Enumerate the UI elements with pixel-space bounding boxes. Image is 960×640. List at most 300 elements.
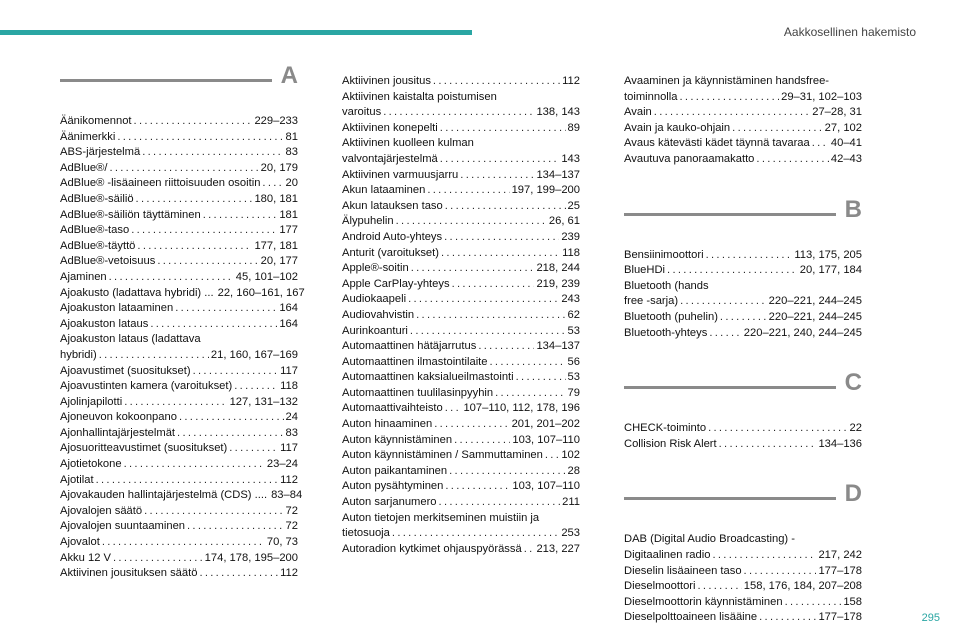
dot-leader (434, 417, 509, 433)
index-entry-pages: 118 (562, 246, 580, 259)
index-entry[interactable] (342, 214, 580, 230)
index-entry[interactable] (342, 121, 580, 137)
index-entry-row (342, 121, 580, 137)
section-letter: A (280, 62, 298, 89)
index-entry-term: Ajoakuston lataaminen (60, 302, 174, 315)
dot-leader (445, 401, 462, 417)
index-entry[interactable] (60, 192, 298, 208)
index-entry[interactable] (342, 183, 580, 199)
index-entry-term: Akun lataaminen (342, 184, 426, 197)
dot-leader (262, 176, 283, 192)
dot-leader (187, 519, 284, 535)
index-entry-row (60, 535, 298, 551)
dot-leader (706, 248, 793, 264)
index-entry-row (342, 261, 580, 277)
index-entry-pages: 53 (567, 371, 580, 384)
index-entry-row (342, 292, 580, 308)
index-entry[interactable] (342, 324, 580, 340)
index-entry-pages: 29–31, 102–103 (781, 90, 862, 103)
index-entry[interactable] (342, 246, 580, 262)
index-entry[interactable] (342, 542, 580, 558)
dot-leader (396, 214, 547, 230)
index-entry-pages: 134–137 (536, 340, 580, 353)
dot-leader (408, 292, 559, 308)
dot-leader (109, 270, 234, 286)
index-entry[interactable] (60, 270, 298, 286)
index-entry-term: hybridi) (60, 348, 97, 361)
index-entry[interactable] (60, 488, 303, 504)
index-entry[interactable] (60, 332, 298, 363)
index-entry-pages: 81 (285, 130, 298, 143)
dot-leader (460, 168, 534, 184)
index-entry-term: Auton sarjanumero (342, 496, 437, 509)
dot-leader (157, 254, 258, 270)
index-entry-row (342, 74, 580, 90)
index-entry[interactable] (342, 168, 580, 184)
index-entry[interactable] (60, 254, 298, 270)
section-header-a (60, 62, 298, 114)
index-entry[interactable] (60, 114, 298, 130)
index-entry-lead-line: DAB (Digital Audio Broadcasting) - (624, 533, 795, 546)
index-entry-pages: 112 (562, 75, 580, 87)
dot-leader (383, 105, 534, 121)
index-entry-row (60, 566, 298, 582)
dot-leader (452, 277, 535, 293)
index-entry[interactable] (60, 410, 298, 426)
index-entry-term: Ajovalojen säätö (60, 504, 143, 517)
index-entry-pages: 197, 199–200 (511, 184, 580, 197)
index-entry-lead-line: Bluetooth (hands (624, 279, 709, 292)
index-entry-row (342, 526, 580, 542)
dot-leader (136, 192, 253, 208)
index-entry-pages: 158, 176, 184, 207–208 (743, 580, 862, 593)
index-entry-term: Bluetooth-yhteys (624, 326, 708, 339)
index-entry-term: Ajoakusto (ladattava hybridi) ... (60, 286, 214, 299)
index-entry-term: Akun latauksen taso (342, 199, 443, 212)
index-entry[interactable] (60, 301, 298, 317)
index-entry-term: Aktiivinen jousituksen säätö (60, 567, 198, 580)
index-entry-term: Ajosuoritteavustimet (suositukset) (60, 442, 228, 455)
index-entry[interactable] (624, 74, 862, 105)
index-entry-term: Dieselin lisäaineen taso (624, 564, 742, 577)
index-entry-row (624, 326, 862, 342)
index-entry-pages: 27–28, 31 (812, 106, 862, 119)
index-entry[interactable] (60, 286, 305, 302)
index-entry[interactable] (342, 261, 580, 277)
dot-leader (433, 74, 560, 90)
index-entry[interactable] (624, 152, 862, 168)
index-entry-lead-line: Ajoakuston lataus (ladattava (60, 333, 201, 346)
index-entry-term: toiminnolla (624, 90, 678, 103)
dot-leader (179, 410, 284, 426)
index-entry-term: Automaattinen hätäjarrutus (342, 340, 477, 353)
dot-leader (680, 294, 767, 310)
dot-leader (444, 230, 559, 246)
index-entry-pages: 23–24 (266, 458, 298, 471)
index-entry-row (60, 441, 298, 457)
index-entry[interactable] (60, 426, 298, 442)
index-entry-pages: 134–136 (818, 437, 862, 450)
index-entry-term: valvontajärjestelmä (342, 152, 438, 165)
index-entry-term: AdBlue® -lisäaineen riittoisuuden osoitin (60, 177, 261, 190)
index-entry[interactable] (60, 504, 298, 520)
index-entry[interactable] (624, 121, 862, 137)
index-entry-row (342, 230, 580, 246)
index-entry-pages: 102 (561, 449, 580, 462)
index-entry-term: Ajovalot (60, 536, 100, 549)
index-entry-term: Aktiivinen konepelti (342, 121, 438, 134)
index-entry-pages: 180, 181 (254, 192, 298, 205)
index-entry-pages: 220–221, 240, 244–245 (743, 326, 862, 339)
index-entry-row (60, 473, 298, 489)
index-entry-term: Dieselpolttoaineen lisääine (624, 611, 758, 624)
index-entry[interactable] (342, 339, 580, 355)
index-entry-pages: 164 (279, 302, 298, 315)
index-entry[interactable] (60, 130, 298, 146)
index-entry-term: Auton hinaaminen (342, 418, 433, 431)
index-entry-row (60, 254, 298, 270)
index-entry[interactable] (342, 511, 580, 542)
index-entry-pages: 22 (849, 422, 862, 435)
index-entry-pages: 229–233 (254, 115, 298, 127)
section-rule (624, 497, 836, 500)
index-entry[interactable] (342, 136, 580, 167)
index-entry-term: CHECK-toiminto (624, 422, 707, 435)
index-entry-pages: 243 (561, 293, 580, 306)
index-entry[interactable] (60, 239, 298, 255)
index-entry-pages: 20, 177, 184 (799, 264, 862, 277)
index-entry-term: Auton käynnistäminen / Sammuttaminen (342, 449, 543, 462)
index-entry-pages: 143 (561, 152, 580, 165)
index-entry-pages: 211 (562, 496, 580, 509)
index-entry-term: Collision Risk Alert (624, 437, 717, 450)
index-entry-pages: 177, 181 (254, 239, 298, 252)
index-entry[interactable] (60, 441, 298, 457)
index-entry-term: Auton käynnistäminen (342, 433, 453, 446)
index-entry-term: free -sarja) (624, 295, 679, 308)
index-entry[interactable] (60, 395, 298, 411)
index-entry-pages: 27, 102 (824, 121, 862, 134)
index-entry[interactable] (342, 277, 580, 293)
index-entry[interactable] (342, 230, 580, 246)
index-entry[interactable] (342, 370, 580, 386)
dot-leader (234, 379, 278, 395)
index-entry-pages: 158 (843, 595, 862, 608)
dot-leader (812, 136, 829, 152)
dot-leader (117, 130, 283, 146)
index-entry-pages: 164 (279, 317, 298, 330)
index-entry[interactable] (342, 448, 580, 464)
index-entry[interactable] (342, 464, 580, 480)
header-accent-bar (0, 30, 472, 35)
index-entry-term: Dieselmoottorin käynnistäminen (624, 595, 783, 608)
index-entry-term: Aurinkoanturi (342, 324, 408, 337)
dot-leader (449, 464, 565, 480)
dot-leader (199, 566, 278, 582)
dot-leader (440, 121, 566, 137)
index-entry-term: Auton paikantaminen (342, 464, 448, 477)
index-entry-term: AdBlue®-vetoisuus (60, 255, 156, 268)
index-entry[interactable] (624, 279, 862, 310)
index-entry-row (342, 152, 580, 168)
index-entry-row (342, 464, 580, 480)
page-header-title: Aakkosellinen hakemisto (783, 25, 916, 39)
dot-leader (756, 152, 828, 168)
dot-leader (667, 263, 798, 279)
index-entry[interactable] (624, 610, 862, 626)
index-entry-term: Automaattinen ilmastointilaite (342, 355, 488, 368)
index-entry-row (342, 370, 580, 386)
index-entry-term: Apple CarPlay-yhteys (342, 277, 450, 290)
index-entry-row (624, 564, 862, 580)
index-entry-row (60, 395, 298, 411)
index-entry-pages: 103, 107–110 (512, 433, 580, 446)
index-entry[interactable] (60, 223, 298, 239)
index-entry-term: Avautuva panoraamakatto (624, 152, 755, 165)
index-entry[interactable] (624, 532, 862, 563)
dot-leader (785, 595, 842, 611)
index-entry[interactable] (624, 310, 862, 326)
index-entry-row (624, 121, 862, 137)
index-entry-term: Android Auto-yhteys (342, 230, 443, 243)
index-entry-lead-line: Avaaminen ja käynnistäminen handsfree- (624, 75, 830, 87)
section-header-b (624, 195, 862, 248)
index-entry-term: tietosuoja (342, 527, 390, 540)
index-entry[interactable] (60, 457, 298, 473)
dot-leader (654, 105, 810, 121)
dot-leader (410, 324, 566, 340)
index-entry[interactable] (60, 566, 298, 582)
index-entry-pages: 24 (285, 411, 298, 424)
dot-leader (516, 370, 566, 386)
index-entry-term: Avain (624, 106, 652, 119)
index-entry-pages: 83 (285, 146, 298, 159)
index-entry[interactable] (624, 437, 862, 453)
index-entry-row (342, 339, 580, 355)
index-entry-pages: 103, 107–110 (512, 480, 580, 493)
index-entry-pages: 83–84 (271, 489, 303, 502)
index-entry[interactable] (60, 379, 298, 395)
index-entry-row (342, 448, 580, 464)
index-entry[interactable] (60, 145, 298, 161)
index-entry[interactable] (624, 564, 862, 580)
index-entry[interactable] (342, 417, 580, 433)
index-entry-row (342, 355, 580, 371)
index-entry-term: AdBlue®-säiliö (60, 192, 134, 205)
index-entry-pages: 112 (280, 567, 298, 580)
index-entry-row (342, 433, 580, 449)
index-entry-term: Ajonhallintajärjestelmät (60, 426, 176, 439)
index-entry-term: ABS-järjestelmä (60, 146, 141, 159)
index-entry[interactable] (60, 535, 298, 551)
index-entry-row (342, 183, 580, 199)
index-entry-row (624, 548, 862, 564)
index-entry[interactable] (624, 326, 862, 342)
index-entry-row (624, 310, 862, 326)
dot-leader (490, 355, 566, 371)
index-entry-row (60, 161, 298, 177)
index-entry-pages: 201, 201–202 (511, 418, 580, 431)
index-entry-term: AdBlue®-taso (60, 224, 130, 237)
index-entry-pages: 117 (280, 442, 298, 455)
dot-leader (759, 610, 816, 626)
index-entry[interactable] (342, 386, 580, 402)
dot-leader (203, 208, 278, 224)
index-entry-term: Automaattinen kaksialueilmastointi (342, 371, 514, 384)
index-entry-pages: 118 (280, 380, 298, 393)
index-entry-pages: 112 (280, 473, 298, 486)
index-entry[interactable] (60, 161, 298, 177)
index-entry-term: Audiovahvistin (342, 308, 415, 321)
index-entry-term: Älypuhelin (342, 215, 394, 228)
index-entry-row (60, 488, 303, 504)
dot-leader (131, 223, 277, 239)
index-entry-pages: 20, 179 (260, 161, 298, 174)
index-entry-term: Äänikomennot (60, 115, 132, 127)
dot-leader (175, 301, 277, 317)
index-entry-row (624, 136, 862, 152)
index-entry-term: Avain ja kauko-ohjain (624, 121, 731, 134)
index-entry-pages: 217, 242 (818, 548, 862, 561)
index-entry-pages: 181 (279, 208, 298, 221)
dot-leader (720, 310, 767, 326)
index-entry-pages: 177–178 (818, 564, 862, 577)
section-header-d (624, 480, 862, 532)
index-entry-row (60, 130, 298, 146)
index-entry-term: Aktiivinen jousitus (342, 75, 431, 87)
section-rule (624, 213, 836, 216)
index-entry-row (342, 542, 580, 558)
dot-leader (744, 564, 817, 580)
index-entry-row (60, 301, 298, 317)
dot-leader (113, 551, 203, 567)
index-entry-row (342, 401, 580, 417)
index-entry-row (342, 479, 580, 495)
index-entry[interactable] (60, 208, 298, 224)
dot-leader (441, 246, 560, 262)
index-entry[interactable] (342, 495, 580, 511)
section-letter: B (844, 195, 862, 223)
index-entry[interactable] (60, 176, 298, 192)
dot-leader (193, 364, 279, 380)
section-spacer (624, 452, 862, 492)
index-entry-term: Ajaminen (60, 270, 107, 283)
section-header-c (624, 369, 862, 421)
index-entry-term: Ajolinjapilotti (60, 395, 123, 408)
index-entry[interactable] (342, 74, 580, 90)
index-entry[interactable] (60, 364, 298, 380)
index-entry[interactable] (342, 433, 580, 449)
index-entry-pages: 213, 227 (536, 542, 580, 555)
index-entry-lead-line: Auton tietojen merkitseminen muistiin ja (342, 511, 540, 524)
index-entry-row (342, 495, 580, 511)
dot-leader (478, 339, 534, 355)
index-entry-row (342, 308, 580, 324)
dot-leader (445, 199, 566, 215)
index-entry[interactable] (60, 473, 298, 489)
index-entry-row (60, 364, 298, 380)
index-entry-pages: 26, 61 (548, 215, 580, 228)
index-entry[interactable] (342, 292, 580, 308)
index-entry-row (60, 519, 298, 535)
dot-leader (712, 548, 816, 564)
index-entry[interactable] (60, 551, 298, 567)
index-entry-term: Bensiinimoottori (624, 248, 704, 261)
index-entry-pages: 22, 160–161, 167 (217, 286, 305, 299)
index-entry-row (60, 551, 298, 567)
index-entry-row (624, 610, 862, 626)
index-entry[interactable] (624, 579, 862, 595)
dot-leader (708, 421, 847, 437)
index-entry-row (60, 239, 298, 255)
dot-leader (495, 386, 565, 402)
index-entry-row (342, 277, 580, 293)
index-entry-pages: 134–137 (536, 168, 580, 181)
index-entry-term: Automaattivaihteisto (342, 402, 443, 415)
index-entry-pages: 53 (567, 324, 580, 337)
index-entry-row (60, 208, 298, 224)
dot-leader (719, 437, 817, 453)
index-entry-row (342, 168, 580, 184)
index-entry[interactable] (624, 248, 862, 264)
section-rule (624, 386, 836, 389)
index-entry[interactable] (342, 355, 580, 371)
index-entry-pages: 42–43 (830, 152, 862, 165)
index-entry-row (342, 199, 580, 215)
index-entry-row (342, 417, 580, 433)
index-entry[interactable] (342, 90, 580, 121)
index-entry-pages: 177–178 (818, 611, 862, 624)
dot-leader (99, 348, 209, 364)
page-number: 295 (921, 612, 940, 624)
dot-leader (392, 526, 559, 542)
index-entry-pages: 21, 160, 167–169 (210, 348, 298, 361)
index-entry-pages: 219, 239 (536, 277, 580, 290)
index-entry[interactable] (624, 421, 862, 437)
index-entry-row (60, 410, 298, 426)
index-entry[interactable] (624, 105, 862, 121)
index-entry[interactable] (624, 595, 862, 611)
index-entry-pages: 56 (567, 355, 580, 368)
index-entry[interactable] (342, 199, 580, 215)
section-letter: D (844, 480, 862, 508)
index-entry[interactable] (342, 401, 580, 417)
index-entry-pages: 113, 175, 205 (794, 248, 862, 261)
index-entry-row (624, 90, 862, 106)
index-entry-row (60, 114, 298, 130)
index-entry-lead-line: Aktiivinen kuolleen kulman (342, 137, 474, 150)
index-entry-term: Ajoavustinten kamera (varoitukset) (60, 380, 233, 393)
index-entry[interactable] (60, 317, 298, 333)
dot-leader (144, 504, 283, 520)
index-entry[interactable] (342, 479, 580, 495)
index-entry-term: AdBlue®-täyttö (60, 239, 136, 252)
index-entry[interactable] (624, 263, 862, 279)
index-entry-pages: 40–41 (830, 137, 862, 150)
index-entry-term: AdBlue®-säiliön täyttäminen (60, 208, 201, 221)
dot-leader (416, 308, 565, 324)
index-entry-row (342, 324, 580, 340)
index-entry-term: varoitus (342, 106, 382, 119)
index-entry-row (60, 379, 298, 395)
dot-leader (411, 261, 535, 277)
index-entry[interactable] (624, 136, 862, 152)
index-entry-row (60, 145, 298, 161)
dot-leader (524, 542, 535, 558)
index-entry-term: Auton pysähtyminen (342, 480, 444, 493)
index-entry[interactable] (60, 519, 298, 535)
index-entry[interactable] (342, 308, 580, 324)
